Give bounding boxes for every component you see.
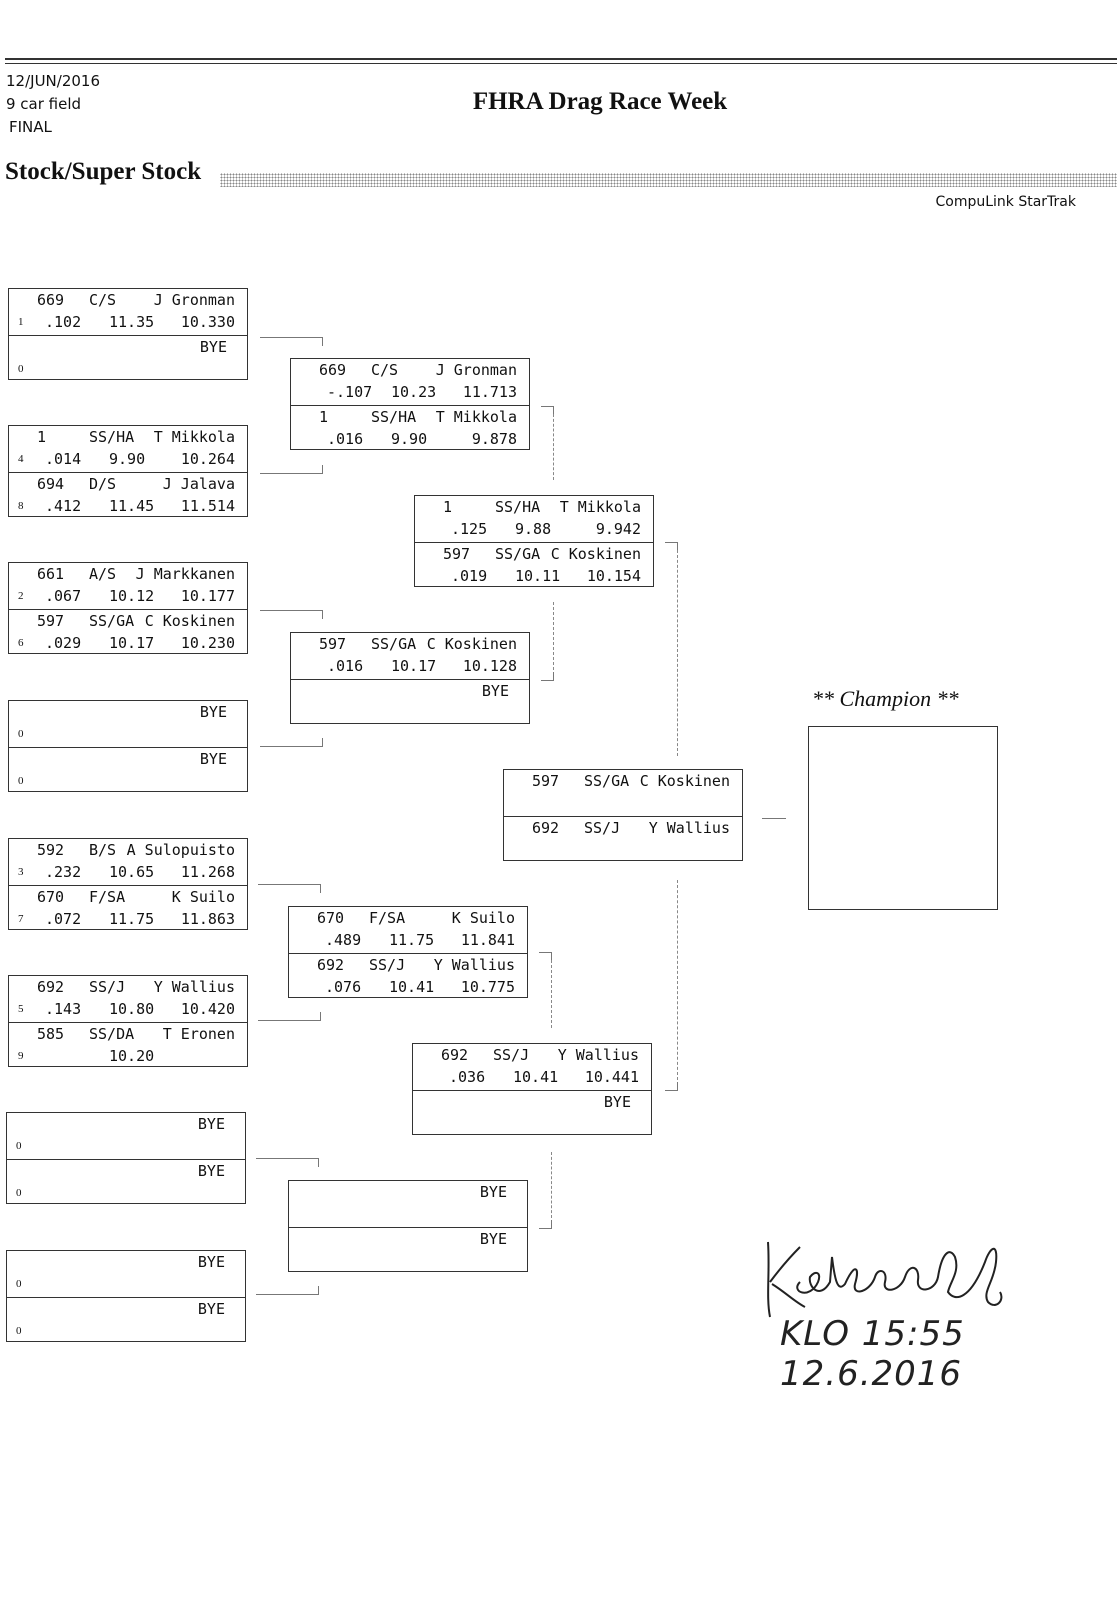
bracket-slot[interactable] [291,633,529,679]
elapsed-time: 10.12 [109,587,155,605]
bracket-slot[interactable] [9,839,247,885]
car-class: SS/J [493,1046,530,1064]
seed-number: 0 [18,728,24,740]
seed-number: 0 [18,775,24,787]
champion-label: ** Champion ** [812,686,959,711]
bye-label: BYE [197,1162,225,1180]
driver-name: T Eronen [162,1025,235,1043]
bracket-slot[interactable] [291,679,529,726]
reaction-time: .125 [451,520,488,538]
bracket-slot[interactable] [504,770,742,816]
matchup-box [8,425,248,517]
dial-in: 9.878 [471,430,517,448]
car-number: 661 [37,565,65,583]
elapsed-time: 10.65 [109,863,155,881]
dial-in: 10.330 [180,313,235,331]
matchup-box [6,1250,246,1342]
matchup-box [288,906,528,998]
car-number: 669 [319,361,347,379]
car-number: 1 [319,408,329,426]
elapsed-time: 10.11 [515,567,561,585]
elapsed-time: 10.41 [389,978,435,996]
car-class: F/SA [89,888,126,906]
car-number: 694 [37,475,65,493]
elapsed-time: 11.35 [109,313,155,331]
reaction-time: .019 [451,567,488,585]
driver-name: K Suilo [171,888,235,906]
car-class: F/SA [369,909,406,927]
bye-label: BYE [197,1253,225,1271]
matchup-box [290,632,530,724]
bracket-slot[interactable] [415,496,653,542]
driver-name: T Mikkola [153,428,235,446]
dial-in: 10.264 [180,450,235,468]
seed-number: 3 [18,866,24,878]
car-class: A/S [89,565,117,583]
driver-name: C Koskinen [144,612,235,630]
car-class: SS/DA [89,1025,135,1043]
seed-number: 8 [18,500,24,512]
driver-name: K Suilo [451,909,515,927]
driver-name: J Markkanen [135,565,235,583]
elapsed-time: 11.45 [109,497,155,515]
seed-number: 9 [18,1050,24,1062]
bracket-slot[interactable] [7,1159,245,1206]
car-class: SS/HA [371,408,417,426]
reaction-time: .143 [45,1000,82,1018]
signature [760,1222,1010,1322]
class-title: Stock/Super Stock [5,158,205,186]
driver-name: J Gronman [435,361,517,379]
elapsed-time: 10.20 [109,1047,155,1065]
bracket-slot[interactable] [413,1090,651,1137]
bracket-slot[interactable] [291,405,529,452]
reaction-time: .016 [327,657,364,675]
reaction-time: -.107 [327,383,373,401]
bye-label: BYE [479,1230,507,1248]
car-number: 585 [37,1025,65,1043]
bracket-slot[interactable] [7,1251,245,1297]
car-class: C/S [89,291,117,309]
driver-name: Y Wallius [557,1046,639,1064]
car-class: B/S [89,841,117,859]
dial-in: 9.942 [595,520,641,538]
reaction-time: .489 [325,931,362,949]
car-class: SS/HA [495,498,541,516]
driver-name: Y Wallius [648,819,730,837]
brand-label: CompuLink StarTrak [935,194,1076,210]
matchup-box [8,700,248,792]
seed-number: 0 [18,363,24,375]
car-number: 597 [532,772,560,790]
bracket-slot[interactable] [9,1022,247,1069]
dial-in: 10.177 [180,587,235,605]
bracket-slot[interactable] [289,1181,527,1227]
elapsed-time: 10.23 [391,383,437,401]
car-class: SS/J [584,819,621,837]
reaction-time: .072 [45,910,82,928]
bye-label: BYE [481,682,509,700]
bracket-slot[interactable] [7,1297,245,1344]
top-rule-thin [5,63,1117,64]
matchup-box [412,1043,652,1135]
driver-name: J Jalava [162,475,235,493]
elapsed-time: 9.90 [109,450,146,468]
matchup-box [8,288,248,380]
matchup-box [8,562,248,654]
driver-name: Y Wallius [153,978,235,996]
car-number: 592 [37,841,65,859]
elapsed-time: 11.75 [109,910,155,928]
dial-in: 10.775 [460,978,515,996]
car-number: 597 [443,545,471,563]
bracket-slot[interactable] [504,816,742,863]
dial-in: 10.441 [584,1068,639,1086]
bracket-slot[interactable] [9,563,247,609]
driver-name: J Gronman [153,291,235,309]
bracket-slot[interactable] [289,953,527,1000]
seed-number: 0 [16,1187,22,1199]
bracket-slot[interactable] [9,472,247,519]
bye-label: BYE [197,1300,225,1318]
car-class: SS/GA [495,545,541,563]
dial-in: 11.514 [180,497,235,515]
champion-box [808,726,998,910]
dial-in: 11.268 [180,863,235,881]
bracket-slot[interactable] [413,1044,651,1090]
car-number: 692 [441,1046,469,1064]
elapsed-time: 10.41 [513,1068,559,1086]
car-class: D/S [89,475,117,493]
car-class: SS/GA [584,772,630,790]
dotted-fill [220,173,1117,187]
bye-label: BYE [199,750,227,768]
field-size: 9 car field [6,95,82,113]
reaction-time: .412 [45,497,82,515]
driver-name: C Koskinen [639,772,730,790]
car-class: C/S [371,361,399,379]
matchup-box [8,838,248,930]
car-number: 692 [532,819,560,837]
car-class: SS/GA [89,612,135,630]
reaction-time: .029 [45,634,82,652]
driver-name: T Mikkola [435,408,517,426]
seed-number: 0 [16,1325,22,1337]
reaction-time: .014 [45,450,82,468]
bye-label: BYE [603,1093,631,1111]
seed-number: 4 [18,453,24,465]
bracket-slot[interactable] [9,289,247,335]
elapsed-time: 11.75 [389,931,435,949]
seed-number: 0 [16,1278,22,1290]
elapsed-time: 9.88 [515,520,552,538]
bracket-slot[interactable] [9,747,247,794]
bye-label: BYE [479,1183,507,1201]
car-number: 1 [37,428,47,446]
driver-name: T Mikkola [559,498,641,516]
bracket-slot[interactable] [415,542,653,589]
car-class: SS/HA [89,428,135,446]
car-number: 597 [319,635,347,653]
bracket-slot[interactable] [9,885,247,932]
matchup-box [288,1180,528,1272]
dial-in: 11.713 [462,383,517,401]
reaction-time: .036 [449,1068,486,1086]
bracket-slot[interactable] [9,335,247,382]
race-date: 12/JUN/2016 [6,72,100,90]
car-number: 669 [37,291,65,309]
bracket-slot[interactable] [291,359,529,405]
car-class: SS/J [369,956,406,974]
bracket-slot[interactable] [289,1227,527,1274]
car-number: 670 [37,888,65,906]
dial-in: 10.128 [462,657,517,675]
car-class: SS/J [89,978,126,996]
seed-number: 5 [18,1003,24,1015]
race-status: FINAL [9,118,52,136]
car-number: 597 [37,612,65,630]
bye-label: BYE [199,703,227,721]
car-number: 670 [317,909,345,927]
page-title: FHRA Drag Race Week [472,88,728,115]
matchup-box [503,769,743,861]
elapsed-time: 10.80 [109,1000,155,1018]
top-rule [5,58,1117,60]
car-class: SS/GA [371,635,417,653]
car-number: 1 [443,498,453,516]
matchup-box [414,495,654,587]
bracket-slot[interactable] [289,907,527,953]
seed-number: 2 [18,590,24,602]
bracket-slot[interactable] [9,426,247,472]
car-number: 692 [37,978,65,996]
driver-name: A Sulopuisto [126,841,235,859]
reaction-time: .102 [45,313,82,331]
reaction-time: .067 [45,587,82,605]
reaction-time: .232 [45,863,82,881]
seed-number: 1 [18,316,24,328]
bracket-slot[interactable] [9,609,247,656]
elapsed-time: 10.17 [391,657,437,675]
bracket-slot[interactable] [9,701,247,747]
reaction-time: .016 [327,430,364,448]
signature-note: KLO 15:55 12.6.2016 [780,1314,965,1394]
matchup-box [8,975,248,1067]
driver-name: C Koskinen [550,545,641,563]
reaction-time: .076 [325,978,362,996]
matchup-box [290,358,530,450]
driver-name: C Koskinen [426,635,517,653]
bye-label: BYE [197,1115,225,1133]
bracket-slot[interactable] [7,1113,245,1159]
dial-in: 10.420 [180,1000,235,1018]
dial-in: 11.841 [460,931,515,949]
car-number: 692 [317,956,345,974]
dial-in: 10.154 [586,567,641,585]
dial-in: 10.230 [180,634,235,652]
bracket-slot[interactable] [9,976,247,1022]
elapsed-time: 10.17 [109,634,155,652]
matchup-box [6,1112,246,1204]
driver-name: Y Wallius [433,956,515,974]
elapsed-time: 9.90 [391,430,428,448]
seed-number: 6 [18,637,24,649]
seed-number: 0 [16,1140,22,1152]
dial-in: 11.863 [180,910,235,928]
seed-number: 7 [18,913,24,925]
bye-label: BYE [199,338,227,356]
